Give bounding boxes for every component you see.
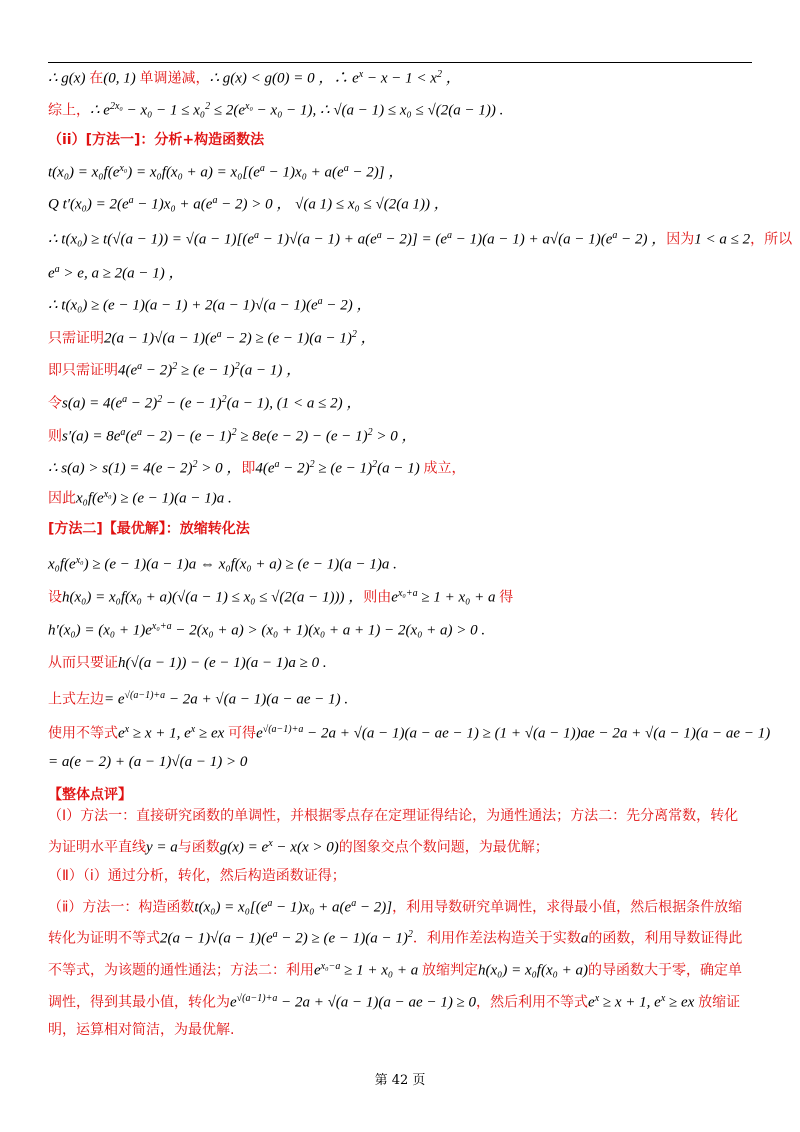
annotation-text: （Ⅱ）（ⅰ）通过分析，转化，然后构造函数证得； — [48, 867, 346, 884]
superscript: a — [317, 296, 323, 307]
annotation-text: 的图象交点个数问题，为最优解； — [338, 839, 549, 856]
annotation-text: 可得 — [228, 725, 257, 742]
math-text: − 2(x₀ + a) > (x₀ + 1)(x₀ + a + 1) − 2(x₀ + a) > 0 . — [171, 622, 486, 639]
math-text: ， — [356, 330, 376, 347]
math-text: 2(a − 1)√(a − 1)(e — [104, 330, 217, 347]
math-text: ≥ x + 1, e — [129, 725, 191, 742]
superscript: 2 — [407, 929, 413, 941]
math-text: − 2)] ， — [348, 164, 404, 181]
math-text: − 2) — [142, 362, 173, 379]
superscript: 2 — [205, 101, 211, 112]
superscript: a — [216, 329, 222, 340]
document-line — [48, 519, 250, 539]
annotation-text: 与函数 — [177, 839, 220, 856]
math-text: > 0 ， — [197, 460, 242, 477]
superscript: 2 — [309, 459, 315, 470]
header-rule — [48, 62, 752, 63]
math-text: − 1)x₀ + a(e — [133, 196, 213, 213]
math-text: ≥ x + 1, e — [599, 994, 661, 1011]
document-line — [48, 97, 503, 121]
math-text: h(x₀) = x₀f(x₀ + a) — [477, 962, 588, 979]
superscript: a — [272, 929, 278, 941]
document-line — [48, 485, 232, 509]
math-text: − 2) — [279, 460, 310, 477]
math-text: (a − 1), (1 < a ≤ 2) ， — [226, 395, 362, 412]
math-text: ≥ 1 + x₀ + a — [417, 589, 500, 606]
superscript: a — [54, 264, 60, 275]
math-text: t(x₀) = x₀f(e — [48, 164, 120, 181]
document-line — [48, 653, 327, 673]
math-text: ≤ 2(e — [210, 102, 245, 119]
math-text: ∴ t(x₀) ≥ (e − 1)(a − 1) + 2(a − 1)√(a − 1)(e — [48, 297, 318, 314]
math-text: 2(a − 1)√(a − 1)(e — [160, 930, 273, 947]
superscript: 2 — [351, 329, 357, 340]
math-text: 4(e — [255, 460, 275, 477]
annotation-text: 令 — [48, 395, 62, 412]
document-line — [48, 423, 417, 447]
document-line — [48, 455, 466, 479]
superscript: a — [137, 427, 143, 438]
annotation-text: 放缩证明，运算相对简洁，为最优解. — [48, 994, 741, 1039]
math-text: − x − 1 < x — [363, 70, 437, 87]
math-text: e — [588, 994, 595, 1011]
document-line — [48, 617, 485, 641]
annotation-text: ，所以 — [750, 231, 793, 248]
document-line — [48, 752, 247, 772]
annotation-text: 只需证明 — [48, 330, 104, 347]
math-text: − 2) — [127, 395, 158, 412]
math-text: s(a) = 4(e — [62, 395, 123, 412]
annotation-text: 因此 — [48, 490, 76, 507]
superscript: a — [212, 195, 218, 206]
document-line — [48, 686, 348, 710]
annotation-text: 因为 — [666, 231, 695, 248]
superscript: a — [254, 230, 260, 241]
math-text: = e — [104, 691, 125, 708]
document-line — [48, 584, 513, 608]
math-text: ≥ (e − 1) — [314, 460, 373, 477]
math-text: 1 < a ≤ 2 — [694, 231, 751, 248]
annotation-text: 成立， — [423, 460, 466, 477]
document-line — [48, 191, 449, 215]
annotation-text: 综上， — [48, 102, 90, 119]
math-text: t(x₀) = x₀[(e — [194, 899, 268, 916]
math-text: x₀f(e — [76, 490, 104, 507]
math-text: (0, 1) — [103, 70, 140, 87]
math-text: h′(x₀) = (x₀ + 1)e — [48, 622, 152, 639]
superscript: x₀−a — [320, 960, 341, 972]
superscript: 2x₀ — [109, 101, 123, 112]
math-text: h(x₀) = x₀f(x₀ + a)(√(a − 1) ≤ x₀ ≤ √(2(a − 1))) ， — [62, 589, 364, 606]
math-text: ∴ g(x) — [48, 70, 90, 87]
math-text: = a(e − 2) + (a − 1)√(a − 1) > 0 — [48, 754, 248, 770]
document-line — [48, 65, 461, 89]
annotation-text: 的函数，利用导数证得此不等式，为该题的通性通法；方法二：利用 — [48, 930, 743, 979]
math-text: − 1)(a − 1) + a√(a − 1)(e — [452, 231, 613, 248]
math-text: (a − 1) — [377, 460, 424, 477]
annotation-text: 即 — [241, 460, 256, 477]
superscript: a — [351, 897, 357, 909]
annotation-text: 使用不等式 — [48, 725, 118, 742]
superscript: a — [343, 163, 349, 174]
superscript: x — [124, 724, 130, 735]
annotation-text: 设 — [48, 589, 62, 606]
superscript: a — [128, 195, 134, 206]
annotation-text: （ii）[方法一]：分析+构造函数法 — [48, 132, 265, 148]
math-text: ∴ s(a) > s(1) = 4(e − 2) — [48, 460, 193, 477]
superscript: 2 — [436, 69, 442, 80]
math-text: − x₀ − 1), ∴ √(a − 1) ≤ x₀ ≤ √(2(a − 1)) . — [252, 102, 504, 119]
annotation-text: 得 — [499, 589, 514, 606]
math-text: − 2a + √(a − 1)(a − ae − 1) . — [165, 691, 349, 708]
superscript: 2 — [234, 361, 240, 372]
math-text: (a − 1) ， — [239, 362, 302, 379]
superscript: 2 — [367, 427, 373, 438]
math-text: g(x) = e — [219, 839, 269, 856]
annotation-text: 则 — [48, 428, 62, 445]
math-text: ≥ 8e(e − 2) − (e − 1) — [236, 428, 368, 445]
document-line — [48, 390, 361, 414]
annotation-text: 从而只要证 — [48, 655, 118, 671]
math-text: − 1)x₀ + a(e — [264, 164, 344, 181]
document-line — [48, 325, 376, 349]
superscript: x₀ — [245, 101, 253, 112]
annotation-text: 即只需证明 — [48, 362, 118, 379]
annotation-text: 在 — [89, 70, 104, 87]
math-text: − x(x > 0) — [272, 839, 339, 856]
superscript: √(a−1)+a — [236, 992, 278, 1004]
document-line — [48, 292, 372, 316]
math-text: − 2) − (e − 1) — [142, 428, 232, 445]
superscript: 2 — [231, 427, 237, 438]
math-text: − (e − 1) — [162, 395, 222, 412]
superscript: a — [120, 427, 126, 438]
math-text: − 2) ， — [617, 231, 667, 248]
superscript: a — [376, 230, 382, 241]
math-text: − 1)√(a − 1) + a(e — [259, 231, 377, 248]
document-line — [48, 260, 184, 284]
superscript: x — [358, 69, 364, 80]
annotation-text: 的导函数大于零，确定单调性，得到其最小值，转化为 — [48, 962, 742, 1011]
math-text: − 2) ≥ (e − 1)(a − 1) — [277, 930, 408, 947]
annotation-text: ，利用导数研究单调性，求得最小值，然后根据条件放缩转化为证明不等式 — [48, 899, 743, 947]
superscript: a — [274, 459, 280, 470]
superscript: a — [122, 394, 128, 405]
math-text: e — [118, 725, 125, 742]
math-text: 4(e — [118, 362, 138, 379]
math-text: ) ≥ (e − 1)(a − 1)a . — [111, 490, 232, 507]
superscript: a — [447, 230, 452, 241]
math-text: ， — [441, 70, 461, 87]
superscript: x₀ — [119, 163, 128, 174]
annotation-text: （ⅱ）方法一：构造函数 — [48, 899, 195, 916]
superscript: x₀ — [103, 489, 112, 500]
superscript: x₀ — [75, 555, 84, 566]
math-text: − 2) ， — [322, 297, 372, 314]
annotation-text: 则由 — [363, 589, 392, 606]
math-text: e — [48, 265, 55, 282]
superscript: a — [267, 897, 273, 909]
annotation-text: 【整体点评】 — [48, 787, 132, 803]
math-text: − 2a + √(a − 1)(a − ae − 1) ≥ (1 + √(a − 1))ae − 2a + √(a − 1)(a − ae − 1) — [303, 725, 771, 742]
superscript: x — [660, 992, 666, 1004]
math-text: e — [314, 962, 321, 979]
math-text: ∴ g(x) < g(0) = 0 ，∴ e — [209, 70, 359, 87]
math-text: > e, a ≥ 2(a − 1) ， — [59, 265, 184, 282]
math-text: − 2) ≥ (e − 1)(a − 1) — [221, 330, 352, 347]
document-line — [48, 357, 301, 381]
annotation-text: 单调递减， — [139, 70, 210, 87]
overall-review — [48, 802, 752, 1044]
math-text: ≥ ex — [665, 994, 699, 1011]
math-text: ∴ e — [90, 102, 110, 119]
superscript: a — [137, 361, 143, 372]
superscript: x₀+a — [397, 588, 418, 599]
superscript: 2 — [172, 361, 178, 372]
math-text: − 2) > 0 ， √(a 1) ≤ x₀ ≤ √(2(a 1)) ， — [217, 196, 449, 213]
annotation-text: [方法二]【最优解】：放缩转化法 — [48, 521, 250, 537]
math-text: e — [230, 994, 237, 1011]
math-text: s′(a) = 8e — [62, 428, 121, 445]
superscript: x₀+a — [151, 621, 172, 632]
math-text: a — [580, 930, 589, 947]
math-text: ≥ (e − 1) — [177, 362, 235, 379]
document-line — [48, 226, 792, 250]
math-text: x₀f(e — [48, 556, 76, 573]
annotation-text: （Ⅰ）方法一：直接研究函数的单调性，并根据零点存在定理证得结论，为通性通法；方法二：先分离常数，转化为证明水平直线 — [48, 808, 739, 856]
math-text: − 1)x₀ + a(e — [272, 899, 352, 916]
math-text: − x₀ − 1 ≤ x₀ — [122, 102, 206, 119]
annotation-text: ．利用作差法构造关于实数 — [412, 930, 581, 947]
annotation-text: ，然后利用不等式 — [476, 994, 589, 1011]
math-text: ∴ t(x₀) ≥ t(√(a − 1)) = √(a − 1)[(e — [48, 231, 255, 248]
superscript: 2 — [157, 394, 163, 405]
superscript: x — [268, 838, 273, 849]
document-line — [48, 551, 397, 575]
math-text: e — [256, 725, 263, 742]
annotation-text: 放缩判定 — [421, 962, 478, 979]
math-text: e — [391, 589, 398, 606]
math-text: ) ≥ (e − 1)(a − 1)a ⇔ x₀f(x₀ + a) ≥ (e − 1)(a − 1)a . — [83, 556, 397, 573]
math-text: ≥ 1 + x₀ + a — [340, 962, 422, 979]
page-number: 第 42 页 — [374, 1073, 426, 1088]
annotation-text: 上式左边 — [48, 691, 104, 708]
math-text: (e — [125, 428, 138, 445]
document-line — [48, 159, 403, 183]
math-text: − 2)] — [356, 899, 393, 916]
superscript: 2 — [372, 459, 378, 470]
math-text: ) = x₀f(x₀ + a) = x₀[(e — [127, 164, 260, 181]
math-text: − 2)] = (e — [381, 231, 447, 248]
superscript: 2 — [221, 394, 227, 405]
superscript: x — [594, 992, 600, 1004]
math-text: > 0 ， — [372, 428, 417, 445]
document-line — [48, 720, 770, 744]
superscript: √(a−1)+a — [262, 724, 304, 735]
superscript: a — [612, 230, 618, 241]
math-text: − 2a + √(a − 1)(a − ae − 1) ≥ 0 — [277, 994, 477, 1011]
document-line — [48, 130, 264, 150]
math-text: Q t′(x₀) = 2(e — [48, 196, 129, 213]
math-text: ≥ ex — [195, 725, 229, 742]
math-text: y = a — [146, 839, 178, 856]
superscript: √(a−1)+a — [124, 690, 166, 701]
superscript: a — [259, 163, 265, 174]
superscript: x — [190, 724, 196, 735]
math-text: h(√(a − 1)) − (e − 1)(a − 1)a ≥ 0 . — [118, 655, 327, 671]
superscript: 2 — [192, 459, 198, 470]
